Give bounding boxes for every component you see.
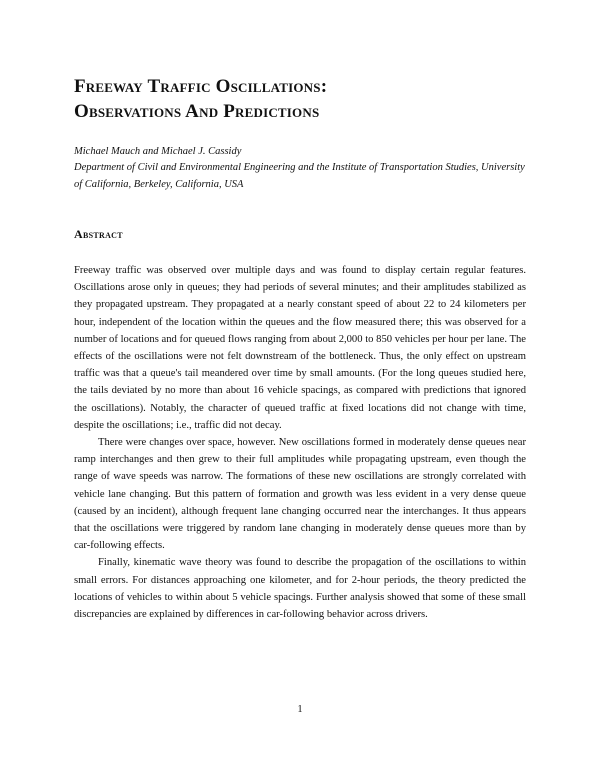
abstract-paragraph-1: Freeway traffic was observed over multiple days and was found to display certain regular features. Oscillations arose only in queues; they had periods of several minutes; and their amplitudes stabilized as they propagated upstream. They propagated at a nearly constant speed of about 22 to 24 kilometers per hour, independent of the location within the queues and the flow measured there; this was observed for a number of locations and for queued flows ranging from about 2,000 to 850 vehicles per hour per lane. The effects of the oscillations were not felt downstream of the bottleneck. Thus, the only effect on upstream traffic was that a queue's tail meandered over time by small amounts. (For the long queues studied here, the tails deviated by no more than about 16 vehicle spacings, as compared with predictions that ignored the oscillations). Notably, the character of queued traffic at fixed locations did not change with time, despite the oscillations; i.e., traffic did not decay.	[74, 265, 526, 431]
abstract-heading: Abstract	[74, 227, 123, 241]
abstract-paragraph-3: Finally, kinematic wave theory was found to describe the propagation of the oscillations to within small errors. For distances approaching one kilometer, and for 2-hour periods, the theory predicted the locations of vehicles to within about 5 vehicle spacings. Further analysis showed that some of these small discrepancies are explained by differences in car-following behavior across drivers.	[74, 557, 526, 621]
abstract-body	[74, 262, 526, 623]
paper-title-line-1: Freeway Traffic Oscillations:	[74, 76, 328, 97]
paper-title-line-2: Observations And Predictions	[74, 101, 320, 122]
document-page	[74, 0, 526, 776]
paper-authors: Michael Mauch and Michael J. Cassidy	[74, 146, 242, 157]
paper-title	[74, 74, 327, 124]
page-number: 1	[297, 704, 303, 715]
abstract-paragraph-2: There were changes over space, however. New oscillations formed in moderately dense queues near ramp interchanges and then grew to their full amplitudes while propagating upstream, even though the range of wave speeds was narrow. The formations of these new oscillations are strongly correlated with vehicle lane changing. But this pattern of formation and growth was less evident in a very dense queue (caused by an incident), although frequent lane changing occurred near the interchanges. It thus appears that the oscillations were triggered by random lane changing in moderately dense queues more than by car-following effects.	[74, 437, 526, 552]
paper-affiliation: Department of Civil and Environmental Engineering and the Institute of Transportation Studies, University of California, Berkeley, California, USA	[74, 162, 525, 190]
